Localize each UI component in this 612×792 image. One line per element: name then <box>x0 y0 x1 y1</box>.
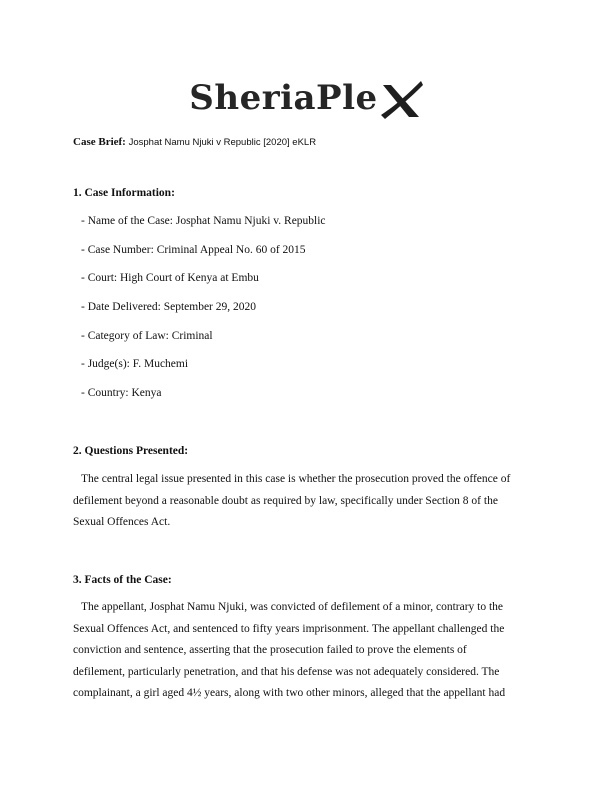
section-heading-questions-presented: 2. Questions Presented: <box>73 445 189 457</box>
questions-presented-paragraph <box>73 469 543 534</box>
case-info-item: - Date Delivered: September 29, 2020 <box>81 301 256 313</box>
paragraph-line: defilement beyond a reasonable doubt as required by law, specifically under Section 8 of the <box>73 494 498 507</box>
paragraph-line: The central legal issue presented in this case is whether the prosecution proved the offence of <box>81 473 511 485</box>
paragraph-line: conviction and sentence, asserting that the prosecution failed to prove the elements of <box>73 644 467 657</box>
case-brief-value: Josphat Namu Njuki v Republic [2020] eKLR <box>128 137 317 148</box>
paragraph-line: Sexual Offences Act. <box>73 516 171 529</box>
facts-paragraph <box>73 597 543 705</box>
case-info-item: - Judge(s): F. Muchemi <box>81 358 189 370</box>
logo-wordmark <box>189 75 422 121</box>
case-info-item: - Case Number: Criminal Appeal No. 60 of 2015 <box>81 244 306 256</box>
logo-text: SheriaPle <box>189 78 378 118</box>
paragraph-line: defilement, particularly penetration, and that his defense was not adequately considered. The <box>73 665 500 678</box>
paragraph-line: Sexual Offences Act, and sentenced to fifty years imprisonment. The appellant challenged the <box>73 622 505 635</box>
paragraph-line: complainant, a girl aged 4½ years, along with two other minors, alleged that the appellant had <box>73 687 506 700</box>
case-info-item: - Country: Kenya <box>81 387 162 399</box>
section-heading-case-information: 1. Case Information: <box>73 187 175 199</box>
case-info-item: - Name of the Case: Josphat Namu Njuki v. Republic <box>81 215 326 227</box>
section-heading-facts-of-the-case: 3. Facts of the Case: <box>73 574 172 586</box>
case-info-item: - Court: High Court of Kenya at Embu <box>81 272 259 284</box>
sheriaplex-logo <box>0 70 612 126</box>
case-brief-line <box>73 136 316 148</box>
case-brief-label: Case Brief: <box>73 136 126 148</box>
case-info-item: - Category of Law: Criminal <box>81 330 213 342</box>
x-swoosh-icon <box>379 77 423 121</box>
paragraph-line: The appellant, Josphat Namu Njuki, was convicted of defilement of a minor, contrary to the <box>81 601 504 613</box>
